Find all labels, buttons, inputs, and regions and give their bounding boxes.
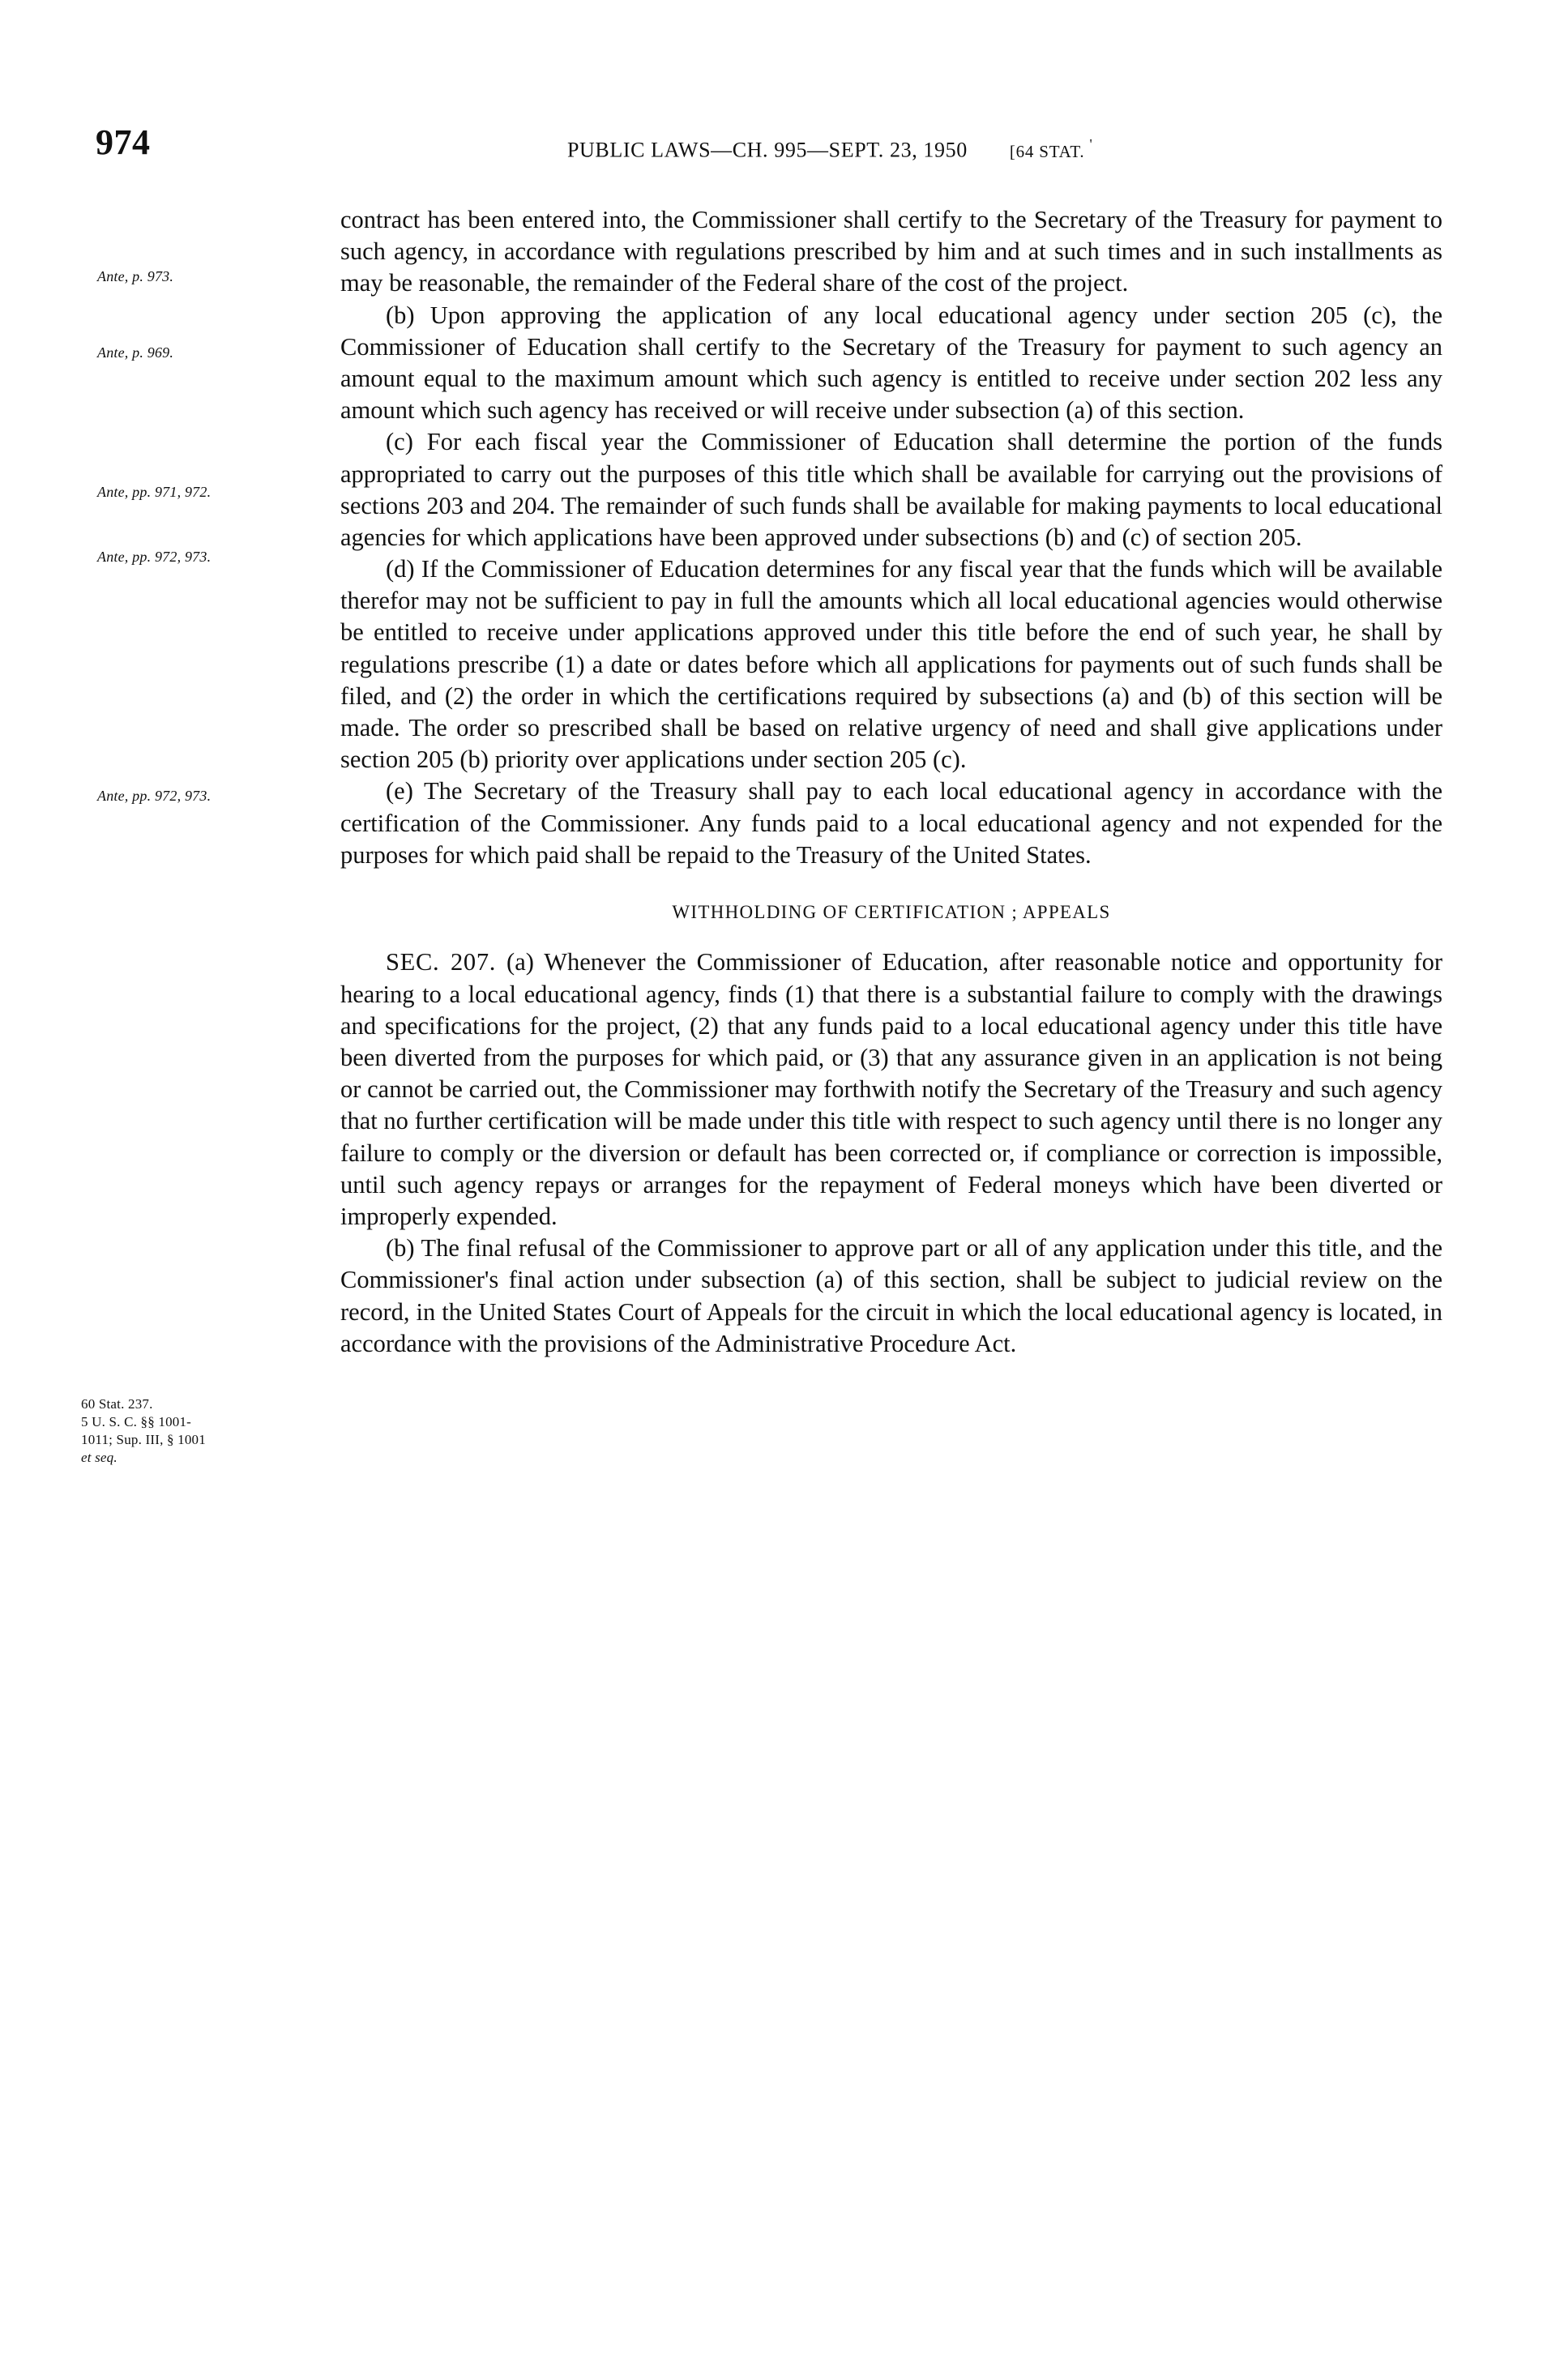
running-head-title: PUBLIC LAWS—CH. 995—SEPT. 23, 1950	[567, 138, 968, 162]
stat-citation-line-2: 5 U. S. C. §§ 1001-	[81, 1414, 192, 1430]
stat-citation-line-3: 1011; Sup. III, § 1001	[81, 1432, 206, 1448]
margin-note-ante-972-973-second: Ante, pp. 972, 973.	[97, 788, 212, 804]
paragraph-c: (c) For each fiscal year the Commissioner of Education shall determine the portion of the funds appropriated to carry out the purposes of this title which shall be available for carrying out the provisions of sections 203 and 204. The remainder of such funds shall be available for making payments to local educational agencies for which applications have been approved under subsections (b) and (c) of section 205.	[340, 428, 1442, 551]
margin-note-ante-973: Ante, p. 973.	[97, 268, 174, 284]
section-heading-withholding: WITHHOLDING OF CERTIFICATION ; APPEALS	[672, 901, 1111, 922]
body-text-column	[340, 204, 1442, 1360]
page-number: 974	[96, 122, 151, 162]
stat-citation-line-1: 60 Stat. 237.	[81, 1396, 153, 1412]
paragraph-b: (b) Upon approving the application of any local educational agency under section 205 (c), the Commissioner of Education shall certify to the Secretary of the Treasury for payment to such agency an amount equal to the maximum amount which such agency is entitled to receive under section 202 less any amount which such agency has received or will receive under subsection (a) of this section.	[340, 301, 1442, 425]
running-head-tick: '	[1089, 136, 1093, 152]
margin-note-ante-971-972: Ante, pp. 971, 972.	[97, 484, 212, 500]
running-head	[567, 136, 1092, 163]
margin-note-ante-972-973-first: Ante, pp. 972, 973.	[97, 549, 212, 565]
stat-citation-line-4: et seq.	[81, 1450, 118, 1466]
paragraph-e: (e) The Secretary of the Treasury shall pay to each local educational agency in accordance with the certification of the Commissioner. Any funds paid to a local educational agency and not expended for the purposes for which paid shall be repaid to the Treasury of the United States.	[340, 777, 1442, 869]
paragraph-continued: contract has been entered into, the Commissioner shall certify to the Secretary of the Treasury for payment to such agency, in accordance with regulations prescribed by him and at such times and in such installments as may be reasonable, the remainder of the Federal share of the cost of the project.	[340, 206, 1442, 297]
section-207-label: SEC. 207.	[386, 948, 497, 976]
section-207-a-text: (a) Whenever the Commissioner of Education, after reasonable notice and opportunity for hearing to a local educational agency, finds (1) that there is a substantial failure to comply with the drawings and specifications for the project, (2) that any funds paid to a local educational agency under this title have been diverted from the purposes for which paid, or (3) that any assurance given in an application is not being or cannot be carried out, the Commissioner may forthwith notify the Secretary of the Treasury and such agency that no further certification will be made under this title with respect to such agency until there is no longer any failure to comply or the diversion or default has been corrected or, if compliance or correction is impossible, until such agency repays or arranges for the repayment of Federal moneys which have been diverted or improperly expended.	[340, 948, 1443, 1230]
margin-note-ante-969: Ante, p. 969.	[97, 344, 174, 361]
running-head-statute: [64 STAT.	[1009, 141, 1085, 161]
paragraph-207-a	[340, 946, 1442, 1233]
paragraph-207-b: (b) The final refusal of the Commissioner to approve part or all of any application under this title, and the Commissioner's final action under subsection (a) of this section, shall be subject to judicial review on the record, in the United States Court of Appeals for the circuit in which the local educational agency is located, in accordance with the provisions of the Administrative Procedure Act.	[340, 1234, 1442, 1357]
margin-note-stat-citation	[81, 1395, 324, 1467]
paragraph-d: (d) If the Commissioner of Education determines for any fiscal year that the funds which will be available therefor may not be sufficient to pay in full the amounts which all local educational agencies would otherwise be entitled to receive under applications approved under this title before the end of such year, he shall by regulations prescribe (1) a date or dates before which all applications for payments out of such funds shall be filed, and (2) the order in which the certifications required by subsections (a) and (b) of this section will be made. The order so prescribed shall be based on relative urgency of need and shall give applications under section 205 (b) priority over applications under section 205 (c).	[340, 555, 1442, 774]
